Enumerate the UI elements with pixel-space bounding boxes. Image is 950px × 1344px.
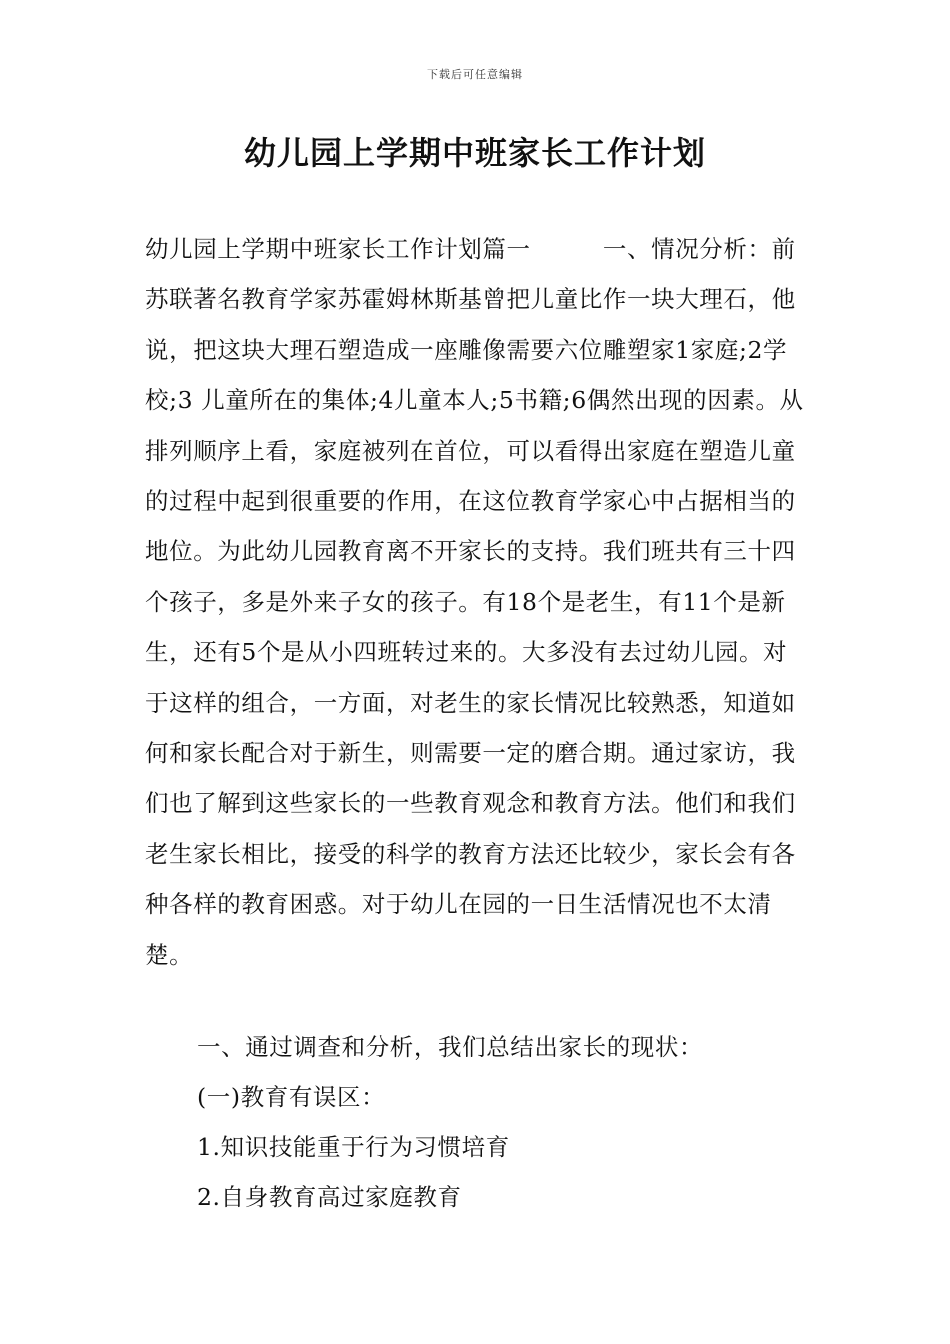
body-paragraph: 幼儿园上学期中班家长工作计划篇一 一、情况分析：前苏联著名教育学家苏霍姆林斯基曾把儿童比作一块大理石，他说，把这块大理石塑造成一座雕像需要六位雕塑家1家庭;2学校;3 儿童所在的集体;4儿童本人;5书籍;6偶然出现的因素。从排列顺序上看，家庭被列在首位，可以看得出家庭在塑造儿童的过程中起到很重要的作用，在这位教育学家心中占据相当的地位。为此幼儿园教育离不开家长的支持。我们班共有三十四个孩子，多是外来子女的孩子。有18个是老生，有11个是新生，还有5个是从小四班转过来的。大多没有去过幼儿园。对于这样的组合，一方面，对老生的家长情况比较熟悉，知道如何和家长配合对于新生，则需要一定的磨合期。通过家访，我们也了解到这些家长的一些教育观念和教育方法。他们和我们老生家长相比，接受的科学的教育方法还比较少，家长会有各种各样的教育困惑。对于幼儿在园的一日生活情况也不太清楚。	[145, 235, 804, 969]
summary-list	[197, 1022, 809, 1222]
list-item: 2.自身教育高过家庭教育	[197, 1183, 462, 1211]
list-item: 1.知识技能重于行为习惯培育	[197, 1133, 510, 1161]
document-title: 幼儿园上学期中班家长工作计划	[243, 134, 706, 172]
header-note: 下载后可任意编辑	[427, 68, 523, 81]
list-item: 一、通过调查和分析，我们总结出家长的现状：	[197, 1033, 704, 1061]
list-item: (一)教育有误区：	[197, 1083, 386, 1111]
